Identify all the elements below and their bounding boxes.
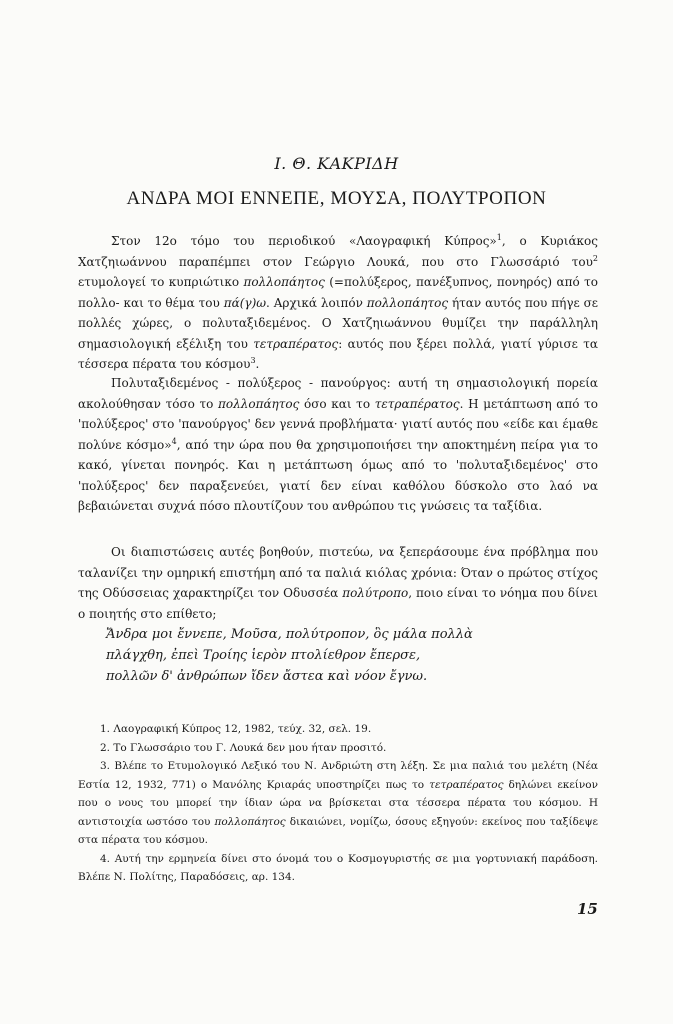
paragraph-2	[78, 373, 598, 517]
text-run: . Η μετάπτωση από το 'πολύξερος' στο 'πανούργος' δεν γεννά προβλήματα· γιατί αυτός που «είδε και έμαθε πολύνε κόσμο»	[78, 396, 598, 452]
footnote-ref-4[interactable]: 4	[171, 436, 177, 446]
footnote-ref-3[interactable]: 3	[250, 356, 256, 365]
paragraph-1	[78, 231, 598, 375]
article-title: ΑΝΔΡΑ ΜΟΙ ΕΝΝΕΠΕ, ΜΟΥΣΑ, ΠΟΛΥΤΡΟΠΟΝ	[126, 188, 547, 209]
footnote-2: 2. Το Γλωσσάριο του Γ. Λουκά δεν μου ήταν προσιτό.	[100, 741, 387, 754]
footnote-1: 1. Λαογραφική Κύπρος 12, 1982, τεύχ. 32, σελ. 19.	[100, 723, 372, 735]
quote-line-2: πλάγχθη, ἐπεὶ Τροίης ἱερὸν πτολίεθρον ἔπερσε,	[106, 648, 421, 663]
text-run: δηλώνει εκείνον που ο νους του μπορεί την ίδιαν ώρα να βρίσκεται στα τέσσερα πέρατα του κόσμου. Η αντιστοιχία ωστόσο του	[78, 778, 598, 828]
text-run: , ποιο είναι το νόημα που δίνει ο ποιητής στο επίθετο;	[78, 586, 599, 621]
text-run: ετυμολογεί το κυπριώτικο	[78, 275, 244, 289]
text-run: . Αρχικά λοιπόν	[266, 295, 367, 310]
text-run: , από την ώρα που θα χρησιμοποιήσει την αποκτημένη πείρα για το κακό, γίνεται πονηρός. Και η μετάπτωση όμως από το 'πολυταξιδεμένος' στο 'πολύξερος' δεν παραξενεύει, γιατί δεν είναι καθόλου δύσκολο στο λαό να βεβαιώνεται συχνά πόσο πλουτίζουν του ανθρώπου τις γνώσεις τα ταξίδια.	[78, 437, 598, 513]
footnote-4: 4. Αυτή την ερμηνεία δίνει στο όνομά του ο Κοσμογυριστής σε μια γορτυνιακή παράδοση. Βλέπε Ν. Πολίτης, Παραδόσεις, αρ. 134.	[78, 852, 598, 883]
quote-line-3: πολλῶν δ' ἀνθρώπων ἴδεν ἄστεα καὶ νόον ἔγνω.	[106, 669, 428, 684]
footnotes	[78, 720, 598, 887]
author-name: Ι. Θ. ΚΑΚΡΙΔΗ	[274, 154, 399, 173]
text-run: .	[255, 357, 260, 371]
text-run: , ο Κυριάκος Χατζηιωάννου παραπέμπει στον Γεώργιο Λουκά, που στο Γλωσσάριό του	[78, 234, 598, 269]
italic-term: πολλοπάητος	[214, 815, 286, 828]
text-run: : αυτός που ξέρει πολλά, γιατί γύρισε τα τέσσερα πέρατα του κόσμου	[78, 336, 598, 371]
text-run: όσο και το	[299, 396, 375, 411]
text-run: ήταν αυτός που πήγε σε πολλές χώρες, ο πολυταξιδεμένος. Ο Χατζηιωάννου θυμίζει την παράλληλη σημασιολογική εξέλιξη του	[78, 295, 599, 351]
footnote-ref-1[interactable]: 1	[496, 233, 502, 242]
text-run: δικαιώνει, νομίζω, όσους εξηγούν: εκείνος που ταξίδεψε στα πέρατα του κόσμου.	[78, 815, 598, 846]
page-number: 15	[577, 900, 598, 918]
quote-line-1: Ἄνδρα μοι ἔννεπε, Μοῦσα, πολύτροπον, ὃς μάλα πολλὰ	[106, 627, 473, 642]
footnote-3	[78, 757, 598, 850]
italic-term: πολύτροπο	[342, 586, 409, 600]
text-run: 3. Βλέπε το Ετυμολογικό Λεξικό του Ν. Ανδριώτη στη λέξη. Σε μια παλιά του μελέτη (Νέα Εστία 12, 1932, 771) ο Μανόλης Κριαράς υποστηρίζει πως το	[78, 760, 598, 791]
homer-quote	[106, 624, 586, 687]
text-run: Στον 12ο τόμο του περιοδικού «Λαογραφική Κύπρος»	[111, 234, 497, 248]
italic-term: πολλοπάητος	[243, 275, 325, 289]
footnote-ref-2[interactable]: 2	[592, 253, 598, 263]
italic-term: τετραπέρατος	[253, 336, 339, 351]
text-run: (=πολύξερος, πανέξυπνος, πονηρός) από το πολλο- και το θέμα του	[78, 275, 598, 310]
italic-term: τετραπέρατος	[374, 396, 460, 411]
italic-term: πά(γ)ω	[223, 295, 267, 310]
italic-term: πολλοπάητος	[366, 295, 449, 310]
italic-term: πολλοπάητος	[218, 396, 300, 411]
text-run: Πολυταξιδεμένος - πολύξερος - πανούργος: αυτή τη σημασιολογική πορεία ακολούθησαν τόσο το	[78, 376, 598, 411]
italic-term: τετραπέρατος	[429, 778, 504, 791]
text-run: Οι διαπιστώσεις αυτές βοηθούν, πιστεύω, να ξεπεράσουμε ένα πρόβλημα που ταλανίζει την ομηρική επιστήμη από τα παλιά κιόλας χρόνια: Όταν ο πρώτος στίχος της Οδύσσειας χαρακτηρίζει τον Οδυσσέα	[78, 545, 598, 600]
paragraph-3	[78, 542, 598, 624]
